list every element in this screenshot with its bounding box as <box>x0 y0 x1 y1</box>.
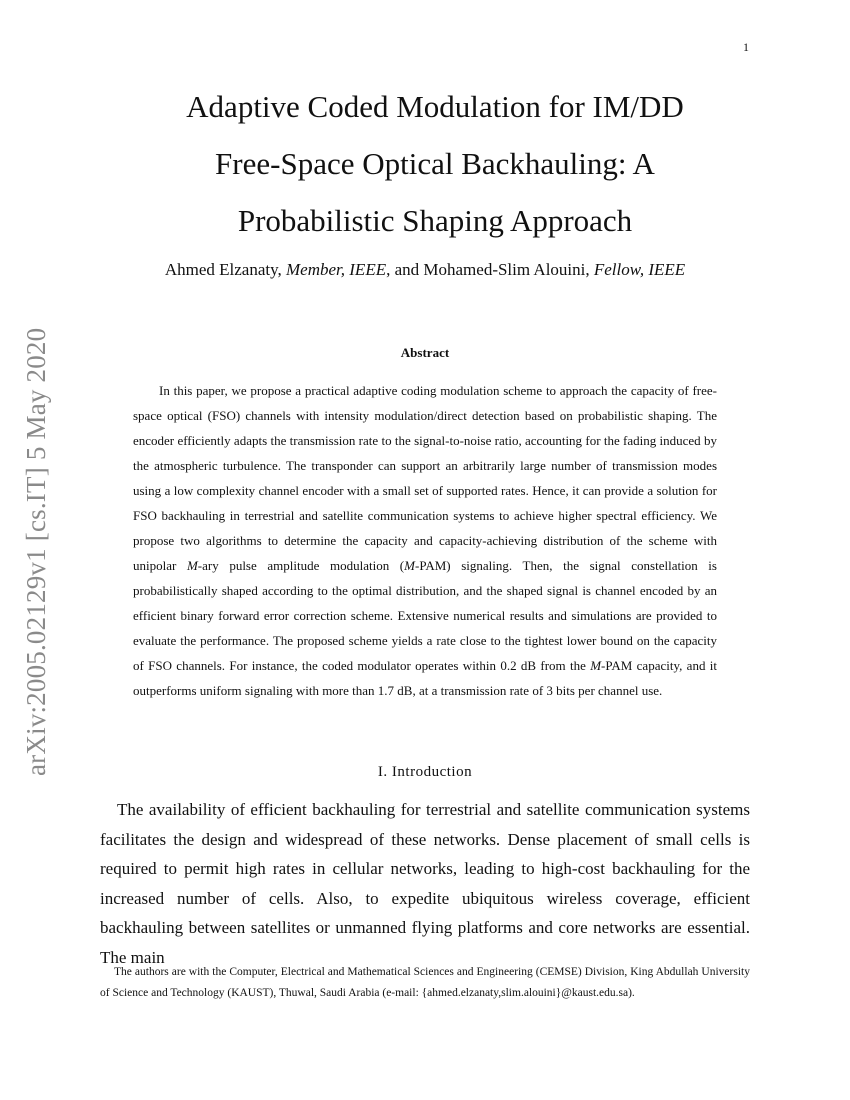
author-2-role: Fellow, IEEE <box>593 260 686 279</box>
author-footnote: The authors are with the Computer, Electrical and Mathematical Sciences and Engineering (CEMSE) Division, King Abdullah University of Science and Technology (KAUST), Thuwal, Saudi Arabia (e-mail: {ahmed.elzanaty,slim.alouini}@kaust.edu.sa). <box>100 966 750 999</box>
author-1-name: Ahmed Elzanaty, <box>164 260 282 279</box>
abstract-text: -PAM capacity, and it outperforms uniform signaling with more than 1.7 dB, at a transmission rate of 3 bits per channel use. <box>133 658 717 698</box>
author-connector: , and Mohamed-Slim Alouini, <box>386 260 590 279</box>
title-line-3: Probabilistic Shaping Approach <box>237 203 633 238</box>
abstract-text: In this paper, we propose a practical adaptive coding modulation scheme to approach the capacity of free-space optical (FSO) channels with intensity modulation/direct detection based on probabilistic shaping. The encoder efficiently adapts the transmission rate to the signal-to-noise ratio, accounting for the fading induced by the atmospheric turbulence. The transponder can support an arbitrarily large number of transmission modes using a low complexity channel encoder with a small set of supported rates. Hence, it can provide a solution for FSO backhauling in terrestrial and satellite communication systems to achieve higher spectral efficiency. We propose two algorithms to determine the capacity and capacity-achieving distribution of the scheme with unipolar <box>133 383 717 573</box>
section-heading: I. Introduction <box>377 764 473 780</box>
abstract-heading: Abstract <box>400 345 450 360</box>
abstract-text: -ary pulse amplitude modulation ( <box>197 558 405 573</box>
author-list <box>95 258 755 282</box>
arxiv-stamp: arXiv:2005.02129v1 [cs.IT] 5 May 2020 <box>21 327 51 776</box>
math-symbol: M <box>590 658 602 673</box>
abstract-text: -PAM) signaling. Then, the signal constellation is probabilistically shaped according to the optimal distribution, and the shaped signal is channel encoded by an efficient binary forward error correction scheme. Extensive numerical results and simulations are provided to evaluate the performance. The proposed scheme yields a rate close to the tightest lower bound on the capacity of FSO channels. For instance, the coded modulator operates within 0.2 dB from the <box>133 558 717 673</box>
author-1-role: Member, IEEE <box>286 260 387 279</box>
intro-paragraph: The availability of efficient backhauling for terrestrial and satellite communication systems facilitates the design and widespread of these networks. Dense placement of small cells is required to permit high rates in cellular networks, leading to high-cost backhauling for the increased number of cells. Also, to expedite ubiquitous wireless coverage, efficient backhauling between satellites or unmanned flying platforms and core networks are essential. The main <box>100 800 750 967</box>
title-line-1: Adaptive Coded Modulation for IM/DD <box>186 89 684 124</box>
page-number: 1 <box>743 40 749 54</box>
math-symbol: M <box>404 558 415 573</box>
title-line-2: Free-Space Optical Backhauling: A <box>215 146 655 181</box>
paper-title <box>110 78 760 249</box>
abstract-body <box>133 378 717 703</box>
math-symbol: M <box>186 558 198 573</box>
